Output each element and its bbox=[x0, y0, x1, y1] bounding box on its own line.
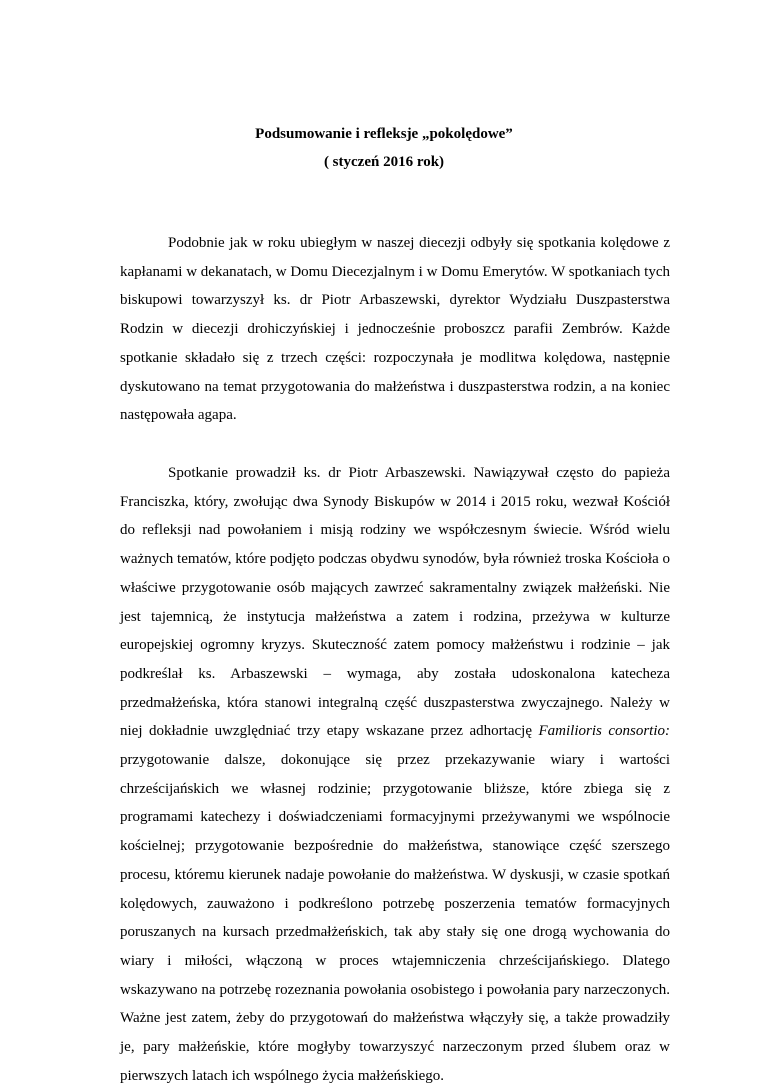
document-title: Podsumowanie i refleksje „pokolędowe” bbox=[255, 126, 513, 142]
body-paragraph-2-container bbox=[120, 459, 670, 1090]
italic-document-title: Familioris consortio: bbox=[538, 723, 670, 740]
body-paragraph-1: Podobnie jak w roku ubiegłym w naszej diecezji odbyły się spotkania kolędowe z kapłanami w dekanatach, w Domu Diecezjalnym i w Domu Emerytów. W spotkaniach tych biskupowi towarzyszył ks. dr Piotr Arbaszewski, dyrektor Wydziału Duszpasterstwa Rodzin w diecezji drohiczyńskiej i jednocześnie proboszcz parafii Zembrów. Każde spotkanie składało się z trzech części: rozpoczynała je modlitwa kolędowa, następnie dyskutowano na temat przygotowania do małżeństwa i duszpasterstwa rodzin, a na koniec następowała agapa. bbox=[120, 235, 670, 424]
body-paragraph-1-container bbox=[120, 229, 670, 430]
paragraph-2-text-after-italic: przygotowanie dalsze, dokonujące się przez przekazywanie wiary i wartości chrześcijańskich we własnej rodzinie; przygotowanie bliższe, które zbiega się z programami katechezy i doświadczeniami formacyjnymi przeżywanymi we wspólnocie kościelnej; przygotowanie bezpośrednie do małżeństwa, stanowiące część szerszego procesu, któremu kierunek nadaje powołanie do małżeństwa. W dyskusji, w czasie spotkań kolędowych, zauważono i podkreślono potrzebę poszerzenia tematów formacyjnych poruszanych na kursach przedmałżeńskich, tak aby stały się one drogą wychowania do wiary i miłości, włączoną w proces wtajemniczenia chrześcijańskiego. Dlatego wskazywano na potrzebę rozeznania powołania osobistego i powołania pary narzeczonych. Ważne jest zatem, żeby do przygotowań do małżeństwa włączyły się, a także prowadziły je, pary małżeńskie, które mogłyby towarzyszyć narzeczonym przed ślubem oraz w pierwszych latach ich wspólnego życia małżeńskiego. bbox=[120, 752, 670, 1084]
document-subtitle: ( styczeń 2016 rok) bbox=[323, 154, 445, 170]
paragraph-2-text-before-italic: Spotkanie prowadził ks. dr Piotr Arbaszewski. Nawiązywał często do papieża Franciszka, który, zwołując dwa Synody Biskupów w 2014 i 2015 roku, wezwał Kościół do refleksji nad powołaniem i misją rodziny we współczesnym świecie. Wśród wielu ważnych tematów, które podjęto podczas obydwu synodów, była również troska Kościoła o właściwe przygotowanie osób mających zawrzeć sakramentalny związek małżeński. Nie jest tajemnicą, że instytucja małżeństwa a zatem i rodzina, przeżywa w kulturze europejskiej ogromny kryzys. Skuteczność zatem pomocy małżeństwu i rodzinie – jak podkreślał ks. Arbaszewski – wymaga, aby została udoskonalona katecheza przedmałżeńska, która stanowi integralną część duszpasterstwa zwyczajnego. Należy w niej dokładnie uwzględniać trzy etapy wskazane przez adhortację bbox=[120, 465, 670, 740]
body-paragraph-2 bbox=[120, 459, 670, 1090]
